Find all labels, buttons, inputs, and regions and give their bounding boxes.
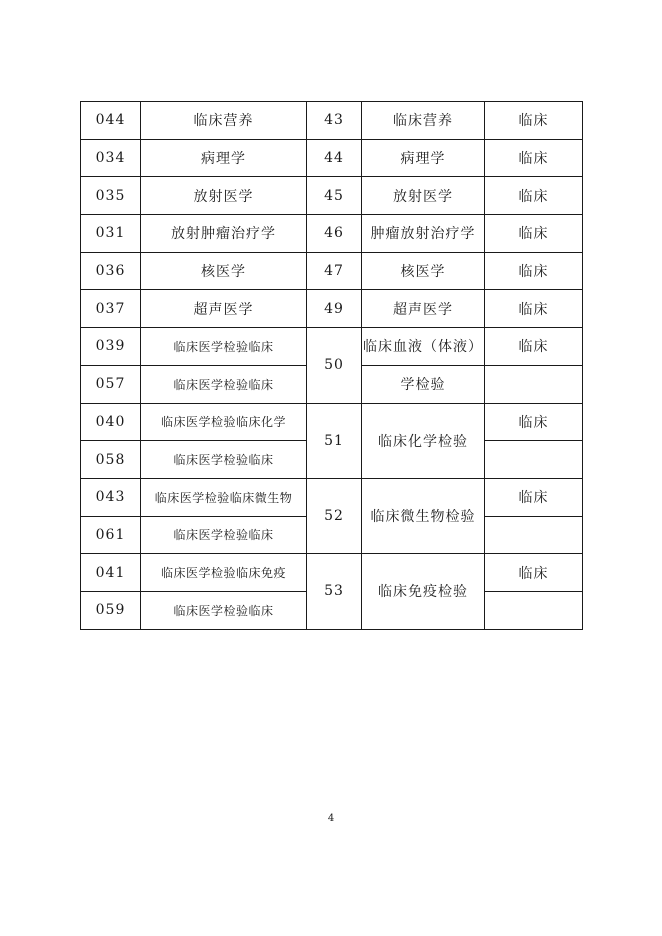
code-cell: 061: [81, 516, 141, 554]
name2-cell: 放射医学: [362, 177, 485, 215]
name-cell: 临床营养: [141, 102, 307, 140]
code-cell: 034: [81, 139, 141, 177]
name2-cell: 超声医学: [362, 290, 485, 328]
name-cell: 临床医学检验临床化学: [141, 403, 307, 441]
code-cell: 041: [81, 554, 141, 592]
code-cell: 036: [81, 252, 141, 290]
num-cell: 50: [307, 328, 362, 403]
num-cell: 51: [307, 403, 362, 478]
code-cell: 058: [81, 441, 141, 479]
name2-cell: 核医学: [362, 252, 485, 290]
name-cell: 临床医学检验临床免疫: [141, 554, 307, 592]
name2-cell: 肿瘤放射治疗学: [362, 215, 485, 253]
category-cell: 临床: [485, 215, 583, 253]
category-cell: 临床: [485, 139, 583, 177]
name2-cell: 临床微生物检验: [362, 478, 485, 553]
page-number: 4: [327, 813, 335, 824]
code-cell: 040: [81, 403, 141, 441]
category-cell: 临床: [485, 102, 583, 140]
num-cell: 47: [307, 252, 362, 290]
name-cell: 超声医学: [141, 290, 307, 328]
name2-cell: 临床化学检验: [362, 403, 485, 478]
category-cell-empty: [485, 516, 583, 554]
table-row: [81, 177, 583, 215]
num-cell: 44: [307, 139, 362, 177]
code-cell: 031: [81, 215, 141, 253]
category-cell-empty: [485, 591, 583, 629]
name2-cell-line2: 学检验: [362, 365, 485, 403]
name-cell: 临床医学检验临床: [141, 328, 307, 366]
category-cell: 临床: [485, 403, 583, 441]
table-row: [81, 102, 583, 140]
category-cell: 临床: [485, 554, 583, 592]
name2-cell: 病理学: [362, 139, 485, 177]
table-row: [81, 403, 583, 441]
num-cell: 53: [307, 554, 362, 629]
category-cell: 临床: [485, 177, 583, 215]
name-cell: 临床医学检验临床微生物: [141, 478, 307, 516]
table-row: [81, 328, 583, 366]
category-cell: 临床: [485, 252, 583, 290]
table-row: [81, 290, 583, 328]
num-cell: 46: [307, 215, 362, 253]
table-row: [81, 252, 583, 290]
category-cell: 临床: [485, 290, 583, 328]
table-row: [81, 215, 583, 253]
category-cell-empty: [485, 441, 583, 479]
code-cell: 059: [81, 591, 141, 629]
num-cell: 49: [307, 290, 362, 328]
code-cell: 039: [81, 328, 141, 366]
category-cell: 临床: [485, 328, 583, 366]
name-cell: 病理学: [141, 139, 307, 177]
table-row: [81, 554, 583, 592]
num-cell: 45: [307, 177, 362, 215]
num-cell: 52: [307, 478, 362, 553]
name-cell: 放射医学: [141, 177, 307, 215]
table-row: [81, 478, 583, 516]
code-cell: 037: [81, 290, 141, 328]
category-cell-empty: [485, 365, 583, 403]
name-cell: 临床医学检验临床: [141, 516, 307, 554]
code-cell: 057: [81, 365, 141, 403]
code-cell: 044: [81, 102, 141, 140]
code-cell: 043: [81, 478, 141, 516]
num-cell: 43: [307, 102, 362, 140]
name-cell: 临床医学检验临床: [141, 441, 307, 479]
code-cell: 035: [81, 177, 141, 215]
name2-cell: 临床营养: [362, 102, 485, 140]
name-cell: 临床医学检验临床: [141, 365, 307, 403]
table-row: [81, 139, 583, 177]
name-cell: 临床医学检验临床: [141, 591, 307, 629]
category-cell: 临床: [485, 478, 583, 516]
specialty-table: [80, 101, 583, 630]
name2-cell-line1: 临床血液（体液）: [362, 328, 485, 366]
name2-cell: 临床免疫检验: [362, 554, 485, 629]
name-cell: 核医学: [141, 252, 307, 290]
name-cell: 放射肿瘤治疗学: [141, 215, 307, 253]
